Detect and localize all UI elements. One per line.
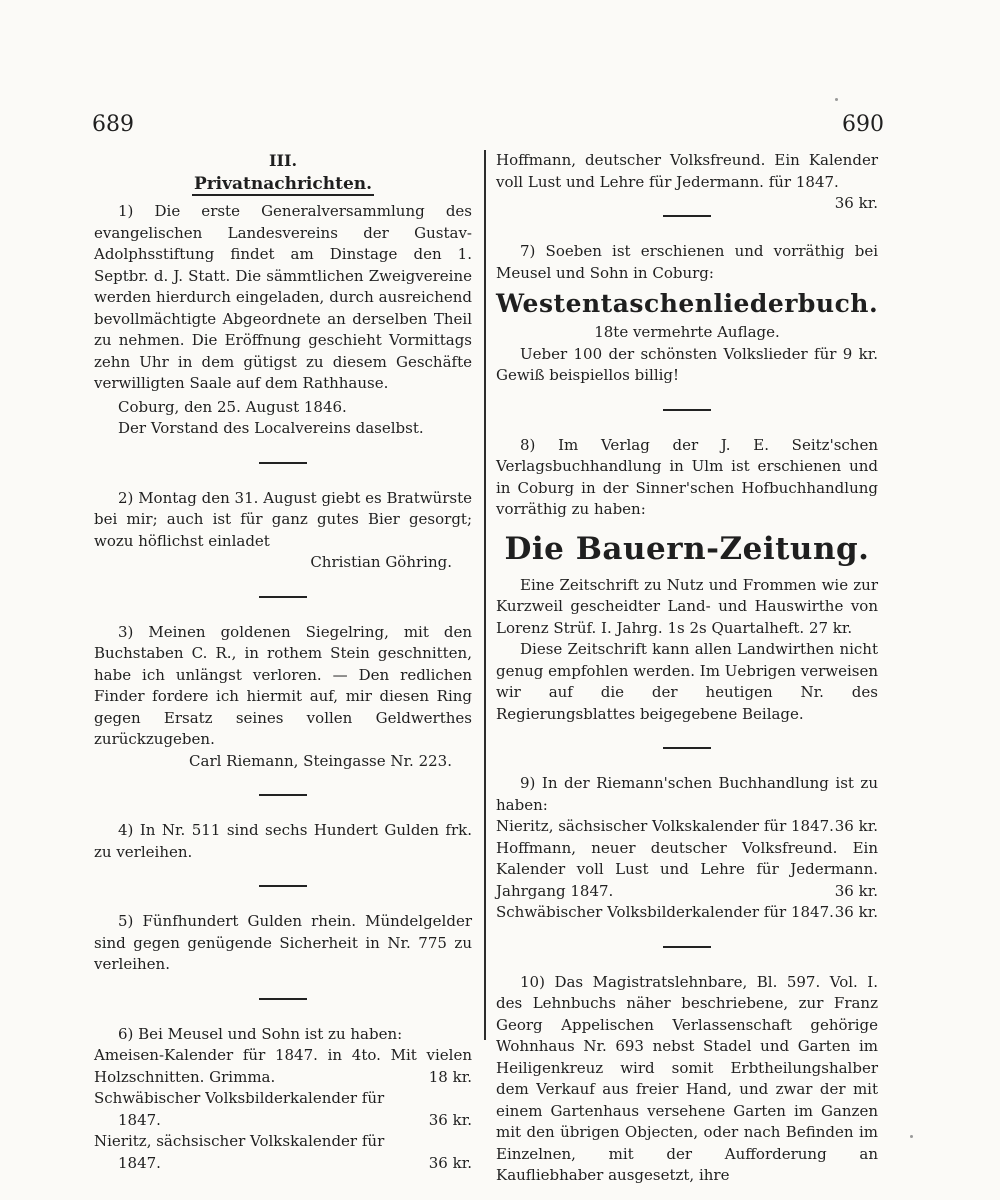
notice-9-entry-1: Nieritz, sächsischer Volkskalender für 1847. 36 kr. bbox=[496, 817, 878, 835]
notice-4-text: 4) In Nr. 511 sind sechs Hundert Gulden frk. zu verleihen. bbox=[94, 821, 472, 861]
notice-7-edition: 18te vermehrte Auflage. bbox=[594, 323, 780, 341]
separator bbox=[259, 462, 307, 464]
notice-3-text: 3) Meinen goldenen Siegelring, mit den Buchstaben C. R., in rothem Stein geschnitten, habe ich unlängst verloren. — Den redlichen Finder fordere ich hiermit auf, mir diesen Ring gegen Ersatz seines vollen Geldwerthes zurückzugeben. bbox=[94, 622, 472, 748]
left-column bbox=[94, 150, 472, 1174]
notice-6-intro: 6) Bei Meusel und Sohn ist zu haben: bbox=[118, 1024, 403, 1043]
page-number-right: 690 bbox=[842, 112, 884, 137]
section-roman: III. bbox=[268, 151, 298, 170]
section-title: Privatnachrichten. bbox=[193, 173, 373, 194]
notice-6-entry-3: Nieritz, sächsischer Volkskalender für bbox=[94, 1132, 385, 1150]
notice-7-text: 7) Soeben ist erschienen und vorräthig bei Meusel und Sohn in Coburg: bbox=[496, 242, 878, 282]
separator bbox=[259, 885, 307, 887]
notice-2-text: 2) Montag den 31. August giebt es Bratwürste bei mir; auch ist für ganz gutes Bier gesorgt; wozu höflichst einladet bbox=[94, 488, 472, 550]
separator bbox=[259, 794, 307, 796]
speck bbox=[835, 98, 838, 101]
notice-8-desc: Eine Zeitschrift zu Nutz und Frommen wie zur Kurzweil gescheidter Land- und Hauswirthe von Lorenz Strüf. I. Jahrg. 1s 2s Quartalheft. 27 kr. bbox=[496, 575, 878, 637]
notice-6-entry-1: Ameisen-Kalender für 1847. in 4to. Mit vielen Holzschnitten. Grimma. 18 kr. bbox=[94, 1046, 472, 1086]
notice-8-recommend: Diese Zeitschrift kann allen Landwirthen nicht genug empfohlen werden. Im Uebrigen verweisen wir auf die der heutigen Nr. des Regierungsblattes beigegebene Beilage. bbox=[496, 640, 878, 723]
notice-8-title: Die Bauern-Zeitung. bbox=[504, 530, 870, 567]
page-number-left: 689 bbox=[92, 112, 134, 137]
notice-6-entry-2: Schwäbischer Volksbilderkalender für bbox=[94, 1089, 385, 1107]
notice-10-text: 10) Das Magistratslehnbare, Bl. 597. Vol. I. des Lehnbuchs näher beschriebene, zur Franz Georg Appelischen Verlassenschaft gehörige Wohnhaus Nr. 693 nebst Stadel und Garten im Heiligenkreuz wird somit Erbtheilungshalber dem Verkauf aus freier Hand, und zwar der mit einem Gartenhaus versehene Garten im Ganzen mit den übrigen Objecten, oder nach Befinden im Einzelnen, mit der Aufforderung an Kaufliebhaber ausgesetzt, ihre bbox=[496, 972, 878, 1184]
notice-9-entry-2: Hoffmann, neuer deutscher Volksfreund. Ein Kalender voll Lust und Lehre für Jedermann. Jahrgang 1847. 36 kr. bbox=[496, 838, 878, 900]
separator bbox=[663, 946, 711, 948]
column-divider bbox=[484, 150, 486, 1040]
separator bbox=[663, 409, 711, 411]
notice-6-entry-2-price-line: 1847. 36 kr. bbox=[118, 1110, 472, 1129]
notice-9-entry-3: Schwäbischer Volksbilderkalender für 1847. 36 kr. bbox=[496, 903, 878, 921]
notice-5-text: 5) Fünfhundert Gulden rhein. Mündelgelder sind gegen genügende Sicherheit in Nr. 775 zu verleihen. bbox=[94, 912, 472, 973]
notice-3-signature: Carl Riemann, Steingasse Nr. 223. bbox=[189, 751, 452, 770]
notice-9-text: 9) In der Riemann'schen Buchhandlung ist zu haben: bbox=[496, 774, 878, 814]
separator bbox=[663, 747, 711, 749]
notice-2-signature: Christian Göhring. bbox=[310, 553, 452, 571]
notice-1-signature: Der Vorstand des Localvereins daselbst. bbox=[118, 419, 424, 437]
notice-8-text: 8) Im Verlag der J. E. Seitz'schen Verlagsbuchhandlung in Ulm ist erschienen und in Coburg in der Sinner'schen Hofbuchhandlung vorräthig zu haben: bbox=[496, 435, 878, 518]
separator bbox=[663, 215, 711, 217]
speck bbox=[910, 1135, 913, 1138]
top-entry-text: Hoffmann, deutscher Volksfreund. Ein Kalender voll Lust und Lehre für Jedermann. für 1847. 36 kr. bbox=[496, 151, 878, 212]
notice-7-desc: Ueber 100 der schönsten Volkslieder für 9 kr. Gewiß beispiellos billig! bbox=[496, 344, 878, 384]
separator bbox=[259, 998, 307, 1000]
notice-6-entry-3-price-line: 1847. 36 kr. bbox=[118, 1153, 472, 1172]
separator bbox=[259, 596, 307, 598]
notice-7-title: Westentaschenliederbuch. bbox=[496, 289, 879, 318]
notice-1-date: Coburg, den 25. August 1846. bbox=[118, 397, 347, 416]
notice-1-text: 1) Die erste Generalversammlung des evangelischen Landesvereins der Gustav-Adolphsstiftung findet am Dinstage den 1. Septbr. d. J. Statt. Die sämmtlichen Zweigvereine werden hierdurch eingeladen, durch ausreichend bevollmächtigte Abgeordnete an derselben Theil zu nehmen. Die Eröffnung geschieht Vormittags zehn Uhr in dem gütigst zu diesem Geschäfte verwilligten Saale auf dem Rathhause. bbox=[94, 202, 472, 392]
right-column bbox=[496, 150, 878, 1187]
